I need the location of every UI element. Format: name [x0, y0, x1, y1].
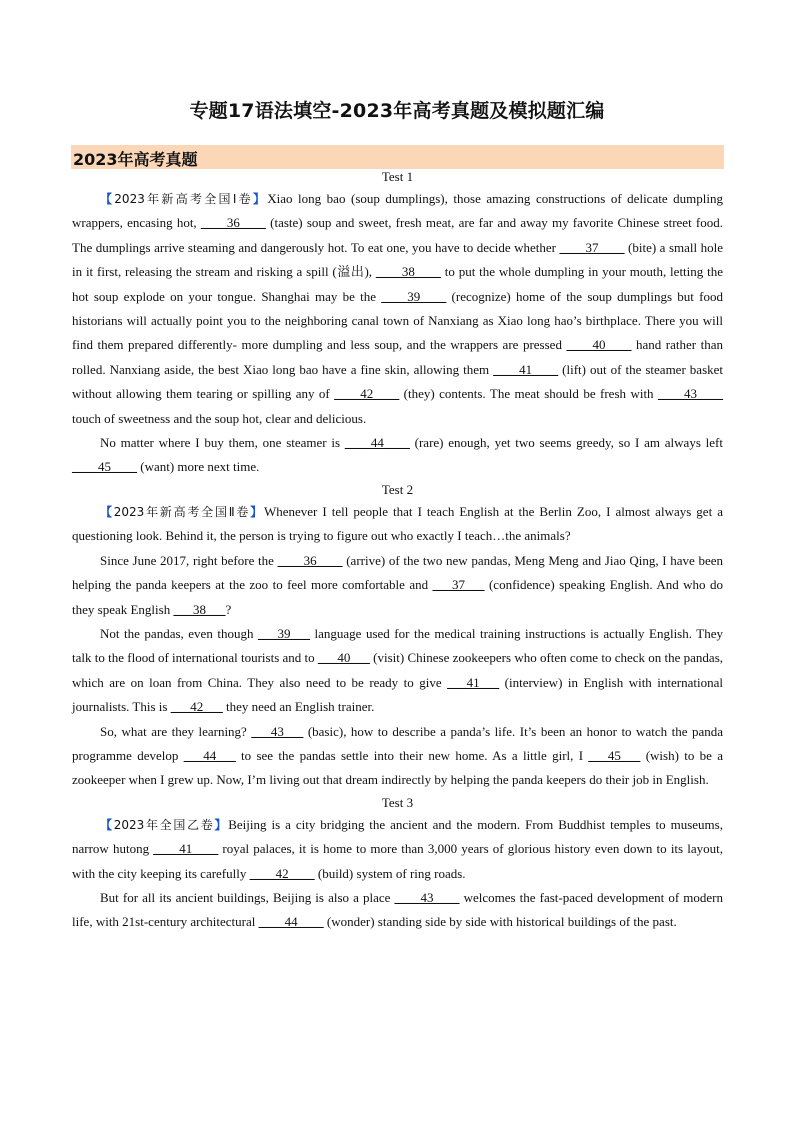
blank-37[interactable]: ___37___	[432, 577, 485, 593]
blank-37[interactable]: ____37____	[559, 239, 625, 255]
test-1-heading: Test 1	[381, 169, 414, 184]
blank-39[interactable]: ___39___	[257, 625, 310, 641]
blank-44[interactable]: ____44____	[344, 435, 410, 451]
test-2-paragraph-3: Not the pandas, even though ___39___ language used for the medical training instructions is actually English. They talk to the flood of international tourists and to ___40___ (visit) Chinese zookeepers who often come to check on the pandas, which are on loan from China. They also need to be ready to give ___41___ (interview) in English with international journalists. This is ___42___ they need an English trainer.	[72, 625, 723, 715]
source-tag: 【2023年新高考全国Ⅱ卷】	[100, 504, 264, 519]
blank-45[interactable]: ____45____	[72, 459, 137, 475]
blank-38[interactable]: ____38____	[375, 264, 441, 280]
test-2-paragraph-4: So, what are they learning? ___43___ (basic), how to describe a panda’s life. It’s been an honor to watch the panda programme develop ___44___ to see the pandas settle into their new home. As a little girl, I ___45___ (wish) to be a zookeeper when I grew up. Now, I’m living out that dream indirectly by helping the panda keepers do their job in English.	[72, 723, 724, 788]
source-tag: 【2023年新高考全国Ⅰ卷】	[100, 192, 268, 206]
test-1-paragraph-2: No matter where I buy them, one steamer is ____44____ (rare) enough, yet two seems greedy, so I am always left ____45____ (want) more next time.	[72, 435, 723, 475]
blank-42[interactable]: ____42____	[249, 865, 315, 881]
test-3-paragraph-1: 【2023年全国乙卷】Beijing is a city bridging the ancient and the modern. From Buddhist temples to museums, narrow hutong ____41____ royal palaces, it is home to more than 3,000 years of glorious history even down to its layout, with the city keeping its carefully ____42____ (build) system of ring roads.	[72, 816, 723, 881]
blank-36[interactable]: ____36____	[277, 552, 343, 568]
blank-40[interactable]: ____40____	[566, 337, 632, 353]
blank-40[interactable]: ___40___	[317, 650, 370, 666]
blank-41[interactable]: ____41____	[153, 841, 219, 857]
blank-36[interactable]: ____36____	[200, 215, 266, 231]
blank-38[interactable]: ___38___	[173, 601, 226, 617]
test-2-paragraph-2: Since June 2017, right before the ____36____ (arrive) of the two new pandas, Meng Meng and Jiao Qing, I have been helping the panda keepers at the zoo to feel more comfortable and ___37___ (confidence) speaking English. And who do they speak English ___38___?	[72, 552, 724, 617]
section-title: 2023年高考真题	[73, 150, 198, 169]
test-2-paragraph-1: 【2023年新高考全国Ⅱ卷】Whenever I tell people that I teach English at the Berlin Zoo, I almost always get a questioning look. Behind it, the person is trying to figure out who exactly I teach…the animals?	[72, 503, 723, 544]
blank-42[interactable]: ____42____	[334, 386, 400, 402]
blank-44[interactable]: ____44____	[258, 914, 324, 930]
blank-43[interactable]: ____43____	[657, 386, 723, 402]
blank-41[interactable]: ___41___	[447, 674, 500, 690]
blank-44[interactable]: ___44___	[183, 747, 236, 763]
blank-42[interactable]: ___42___	[170, 699, 223, 715]
blank-45[interactable]: ___45___	[588, 747, 641, 763]
blank-43[interactable]: ___43___	[251, 723, 304, 739]
blank-41[interactable]: ____41____	[493, 361, 559, 377]
document-content	[72, 167, 723, 935]
test-3-heading: Test 3	[381, 794, 414, 810]
blank-43[interactable]: ____43____	[394, 889, 460, 905]
source-tag: 【2023年全国乙卷】	[100, 817, 229, 832]
test-2-heading: Test 2	[381, 481, 414, 497]
blank-39[interactable]: ____39____	[381, 288, 447, 304]
section-header-bar	[71, 145, 724, 169]
test-1-paragraph-1: 【2023年新高考全国Ⅰ卷】Xiao long bao (soup dumplings), those amazing constructions of delicate dumpling wrappers, encasing hot, ____36____ (taste) soup and sweet, fresh meat, are far and away my favorite Chinese street food. The dumplings arrive steaming and dangerously hot. To eat one, you have to decide whether ____37____ (bite) a small hole in it first, releasing the stream and risking a spill (溢出), ____38____ to put the whole dumpling in your mouth, letting the hot soup explode on your tongue. Shanghai may be the ____39____ (recognize) home of the soup dumplings but food historians will actually point you to the neighboring canal town of Nanxiang as Xiao long hao’s birthplace. There you will find them prepared differently- more dumpling and less soup, and the wrappers are pressed ____40____ hand rather than rolled. Nanxiang aside, the best Xiao long bao have a fine skin, allowing them ____41____ (lift) out of the steamer basket without allowing them tearing or spilling any of ____42____ (they) contents. The meat should be fresh with ____43____ touch of sweetness and the soup hot, clear and delicious.	[72, 191, 724, 426]
page-title: 专题17语法填空-2023年高考真题及模拟题汇编	[189, 100, 605, 122]
test-3-paragraph-2: But for all its ancient buildings, Beijing is also a place ____43____ welcomes the fast-paced development of modern life, with 21st-century architectural ____44____ (wonder) standing side by side with historical buildings of the past.	[72, 889, 723, 930]
